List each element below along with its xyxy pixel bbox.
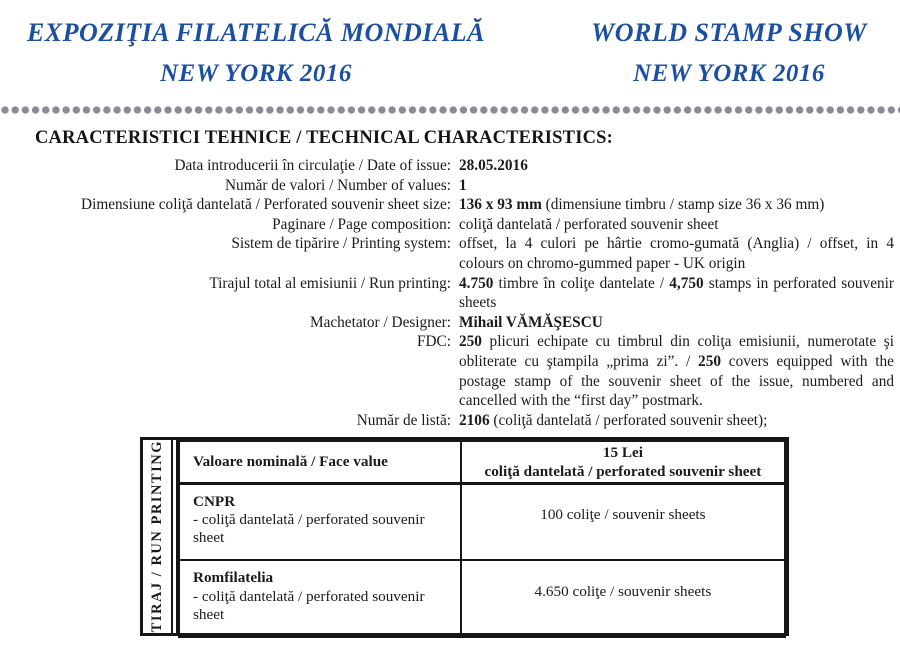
quantity-romfilatelia: 4.650 coliţe / souvenir sheets — [534, 582, 712, 600]
table-header-face-value: Valoare nominală / Face value — [179, 441, 461, 483]
detail-label-sheet-size: Dimensiune coliţă dantelată / Perforated souvenir sheet size: — [81, 196, 451, 214]
detail-value-number-of-values: 1 — [459, 176, 467, 194]
detail-label-page-composition: Paginare / Page composition: — [272, 215, 451, 233]
title-right-line1: WORLD STAMP SHOW — [591, 18, 867, 47]
table-main — [176, 440, 786, 633]
detail-label-date-of-issue: Data introducerii în circulaţie / Date of issue: — [174, 157, 451, 174]
detail-value-list-number: 2106 (coliţă dantelată / perforated souvenir sheet); — [459, 411, 768, 429]
quantity-cnpr: 100 coliţe / souvenir sheets — [540, 505, 706, 523]
table-row-cnpr — [179, 483, 785, 560]
table-row-romfilatelia — [179, 560, 785, 637]
detail-label-printing-system: Sistem de tipărire / Printing system: — [231, 235, 451, 253]
detail-value-fdc: 250 plicuri echipate cu timbrul din coliţa emisiunii, numerotate şi obliterate cu ştampila „prima zi”. / 250 covers equipped with the postage stamp of the souvenir sheet of the issue, numbered and cancelled with the “first day” postmark. — [459, 333, 894, 410]
table-side-label: TIRAJ / RUN PRINTING — [148, 440, 165, 633]
detail-value-date-of-issue: 28.05.2016 — [459, 157, 528, 174]
entity-item-romfilatelia: - coliţă dantelată / perforated souvenir sheet — [193, 588, 425, 623]
detail-value-sheet-size: 136 x 93 mm (dimensiune timbru / stamp size 36 x 36 mm) — [459, 196, 825, 214]
title-left-line2: NEW YORK 2016 — [160, 60, 352, 87]
entity-name-romfilatelia: Romfilatelia — [193, 569, 274, 586]
detail-label-fdc: FDC: — [416, 333, 451, 351]
title-left — [8, 18, 504, 88]
print-run-table — [140, 437, 789, 636]
detail-label-number-of-values: Număr de valori / Number of values: — [225, 176, 451, 194]
title-right — [566, 18, 892, 88]
title-left-line1: EXPOZIŢIA FILATELICĂ MONDIALĂ — [26, 18, 486, 47]
detail-value-page-composition: coliţă dantelată / perforated souvenir sheet — [459, 215, 719, 233]
detail-label-designer: Machetator / Designer: — [309, 313, 451, 331]
detail-value-run-printing: 4.750 timbre în coliţe dantelate / 4,750 stamps in perforated souvenir sheets — [459, 274, 894, 312]
detail-label-run-printing: Tirajul total al emisiunii / Run printing: — [209, 274, 451, 292]
detail-value-printing-system: offset, la 4 culori pe hârtie cromo-gumată (Anglia) / offset, in 4 colours on chromo-gummed paper - UK origin — [459, 235, 894, 272]
title-right-line2: NEW YORK 2016 — [633, 60, 825, 87]
detail-label-list-number: Număr de listă: — [356, 411, 451, 429]
denomination-line2: coliţă dantelată / perforated souvenir sheet — [484, 462, 762, 480]
detail-value-designer: Mihail VĂMĂŞESCU — [459, 313, 603, 331]
denomination-line1: 15 Lei — [602, 443, 643, 461]
table-side-label-cell — [143, 440, 173, 633]
table-header-row — [179, 441, 785, 483]
section-heading: CARACTERISTICI TEHNICE / TECHNICAL CHARACTERISTICS: — [35, 128, 614, 148]
entity-name-cnpr: CNPR — [193, 492, 236, 510]
dotted-separator — [0, 104, 900, 116]
entity-item-cnpr: - coliţă dantelată / perforated souvenir sheet — [193, 511, 425, 546]
table-header-denomination — [461, 441, 785, 483]
details-list — [30, 156, 894, 430]
